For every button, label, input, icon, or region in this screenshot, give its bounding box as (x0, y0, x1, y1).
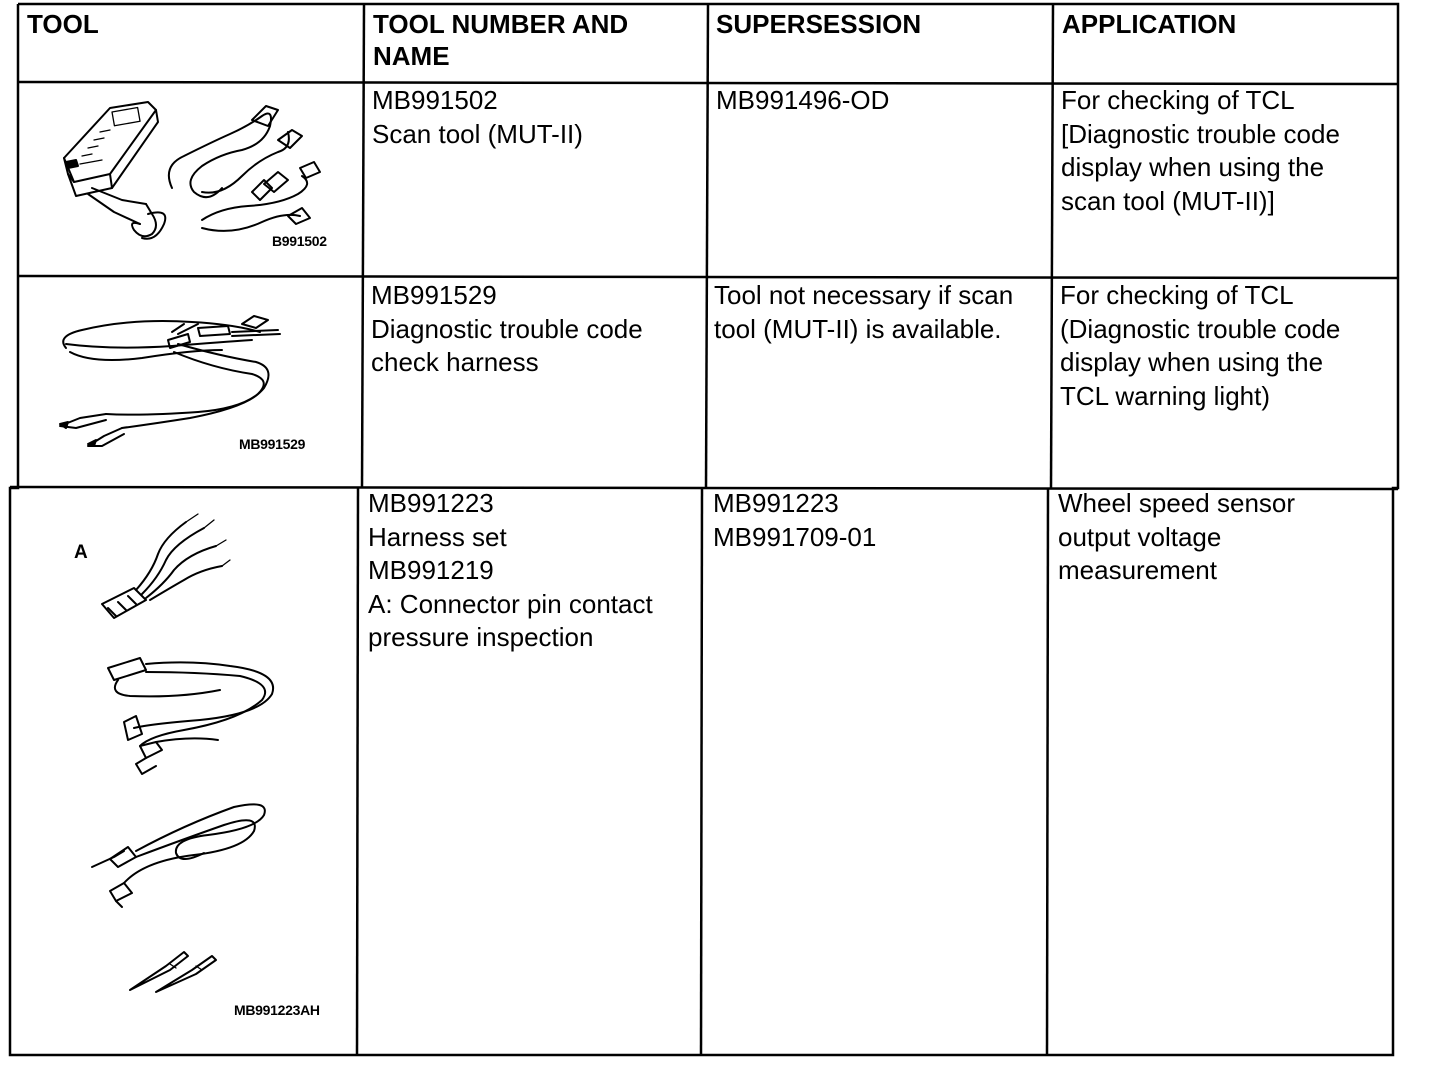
header-tool: TOOL (27, 9, 99, 39)
harness-cable-illustration (100, 650, 285, 780)
application-text: For checking of TCL [Diagnostic trouble code display when using the scan tool (MUT-II)] (1061, 85, 1340, 216)
scan-tool-illustration (52, 96, 332, 246)
tool-image-caption: MB991223AH (234, 1002, 320, 1018)
application-text: Wheel speed sensor output voltage measurement (1058, 488, 1296, 585)
tool-image-caption: B991502 (272, 233, 327, 249)
tool-image-caption: MB991529 (239, 436, 306, 452)
tool-number-name: MB991502 Scan tool (MUT-II) (372, 85, 583, 149)
supersession-value: MB991223 MB991709-01 (713, 488, 877, 552)
check-harness-illustration (52, 288, 292, 453)
image-label-a: A (74, 542, 88, 563)
pin-probes-illustration (126, 944, 226, 996)
supersession-value: MB991496-OD (716, 85, 890, 115)
header-supersession: SUPERSESSION (716, 9, 922, 39)
supersession-value: Tool not necessary if scan tool (MUT-II) is available. (714, 280, 1014, 344)
application-text: For checking of TCL (Diagnostic trouble code display when using the TCL warning light) (1060, 280, 1341, 411)
tool-number-name: MB991529 Diagnostic trouble code check harness (371, 280, 643, 377)
header-application: APPLICATION (1062, 9, 1237, 39)
connector-pin-set-illustration (94, 508, 234, 628)
probe-lead-illustration (84, 795, 274, 915)
header-tool-number: TOOL NUMBER AND NAME (373, 9, 629, 71)
tool-number-name: MB991223 Harness set MB991219 A: Connector pin contact pressure inspection (368, 488, 653, 652)
